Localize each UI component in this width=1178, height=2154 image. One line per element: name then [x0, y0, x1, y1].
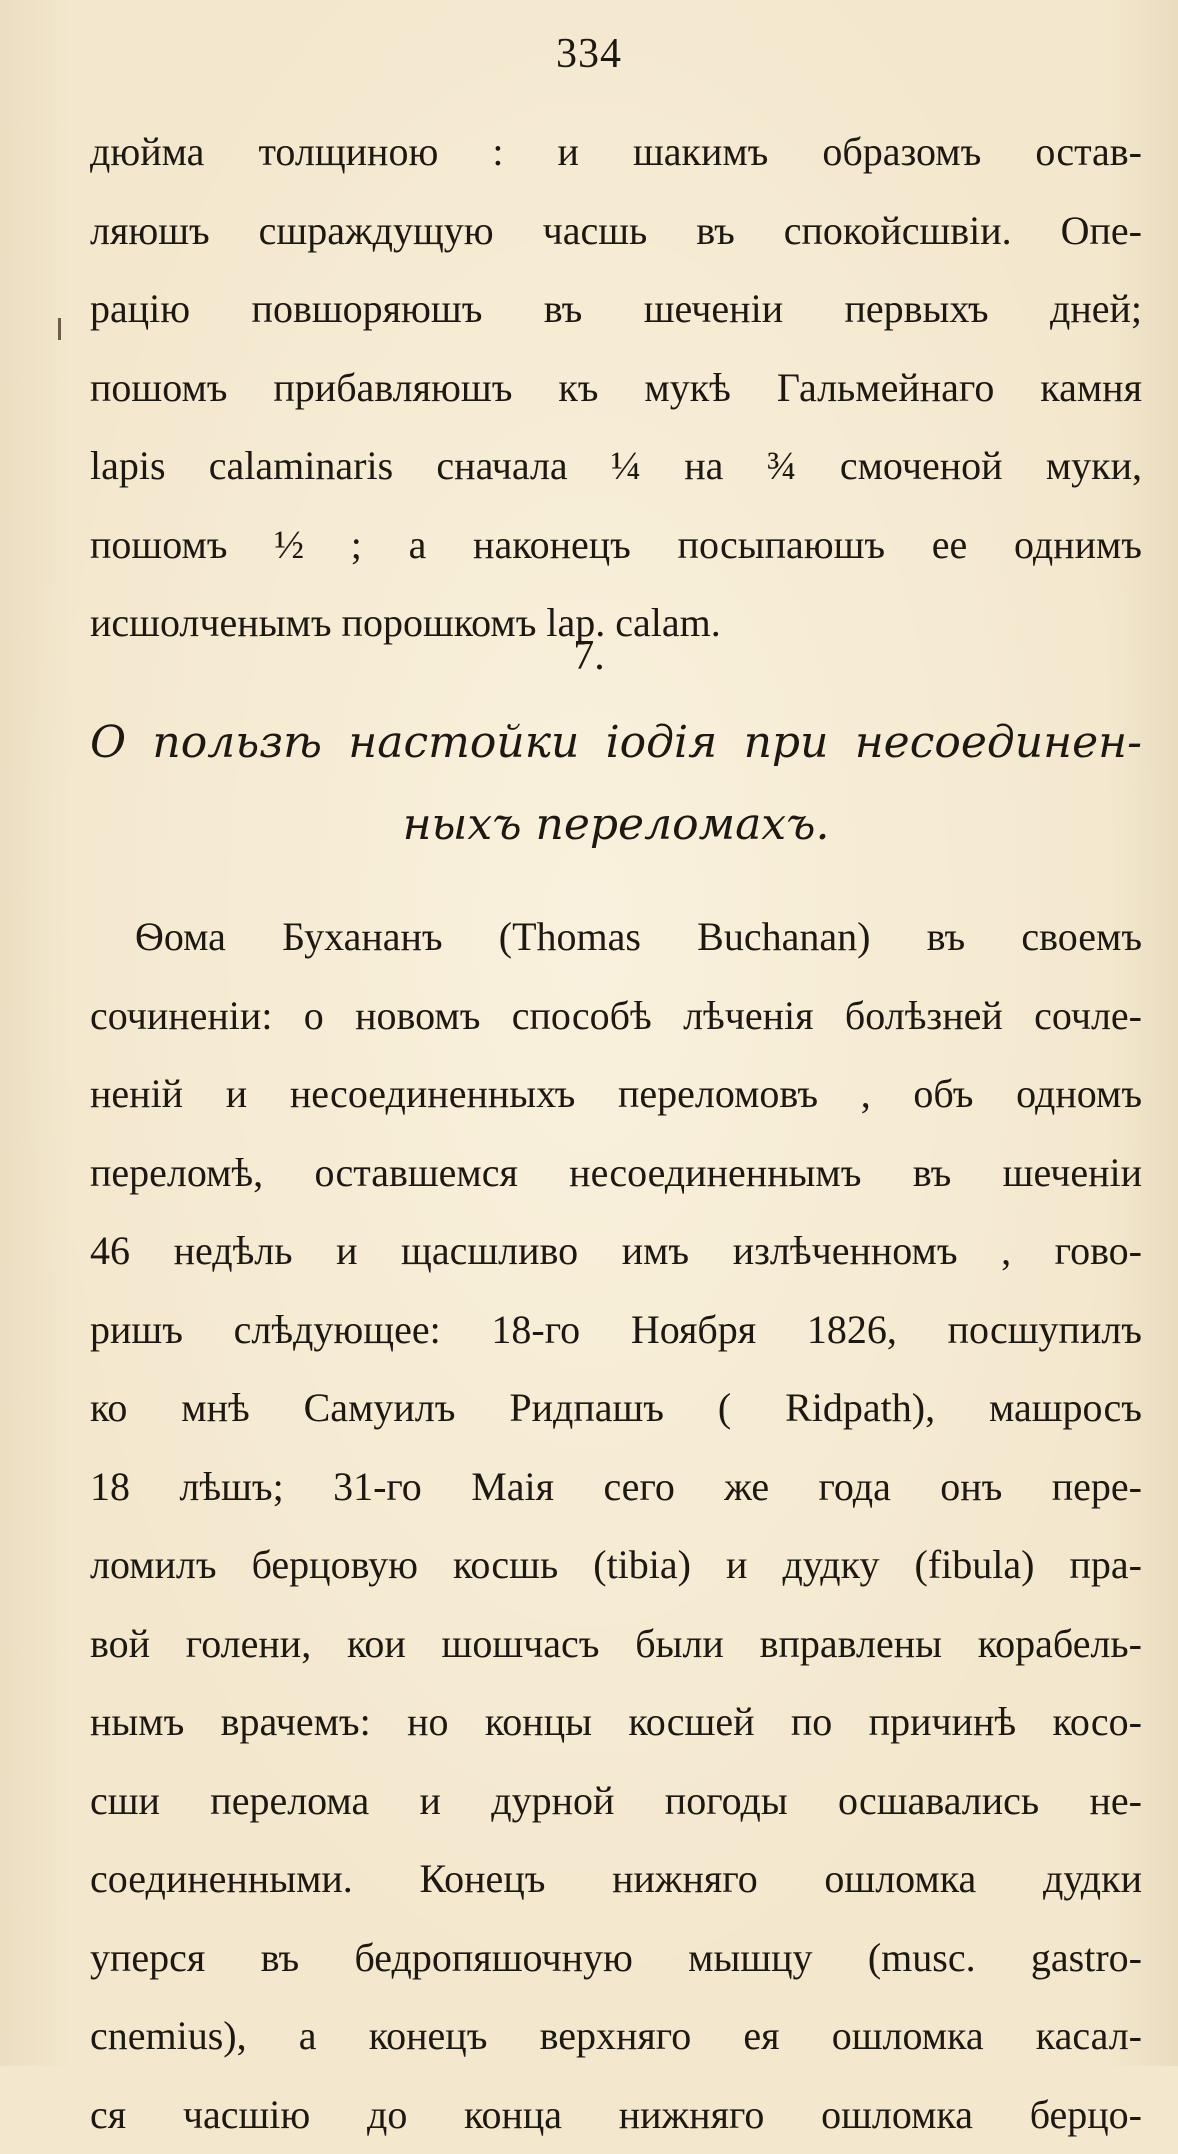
- body-paragraph: [90, 898, 1142, 2154]
- section-number: 7.: [0, 632, 1178, 680]
- section-title-line: О пользѣ настойки іодія при несоединен-: [90, 702, 1142, 784]
- text-line: вой голени, кои шошчасъ были вправлены корабель-: [90, 1605, 1142, 1684]
- text-line: ся часшію до конца нижняго ошломка берцо-: [90, 2076, 1142, 2154]
- text-line: рацію повшоряюшъ въ шеченіи первыхъ дней;: [90, 270, 1142, 349]
- text-line: соединенными. Конецъ нижняго ошломка дудки: [90, 1840, 1142, 1919]
- text-line: ришъ слѣдующее: 18-го Ноября 1826, посшупилъ: [90, 1291, 1142, 1370]
- margin-mark: [58, 318, 61, 340]
- page-number: 334: [0, 30, 1178, 78]
- text-line: cnemius), а конецъ верхняго ея ошломка касал-: [90, 1997, 1142, 2076]
- text-line: 18 лѣшъ; 31-го Маія сего же года онъ пере-: [90, 1448, 1142, 1527]
- text-line: неній и несоединенныхъ переломовъ , объ одномъ: [90, 1055, 1142, 1134]
- top-paragraph: [90, 113, 1142, 663]
- text-line: пошомъ прибавляюшъ къ мукѣ Гальмейнаго камня: [90, 349, 1142, 428]
- text-line: переломѣ, оставшемся несоединеннымъ въ шеченіи: [90, 1134, 1142, 1213]
- text-line: исшолченымъ порошкомъ lap. calam.: [90, 584, 1142, 663]
- section-title: [90, 702, 1142, 866]
- text-line: Ѳома Бухананъ (Thomas Buchanan) въ своемъ: [90, 898, 1142, 977]
- text-line: ломилъ берцовую косшь (tibia) и дудку (fibula) пра-: [90, 1526, 1142, 1605]
- text-line: сши перелома и дурной погоды осшавались не-: [90, 1762, 1142, 1841]
- text-line: дюйма толщиною : и шакимъ образомъ остав-: [90, 113, 1142, 192]
- text-line: ко мнѣ Самуилъ Ридпашъ ( Ridpath), машросъ: [90, 1369, 1142, 1448]
- text-line: lapis calaminaris сначала ¼ на ¾ смоченой муки,: [90, 427, 1142, 506]
- text-line: ляюшъ сшраждущую часшь въ спокойсшвіи. Опе-: [90, 192, 1142, 271]
- text-line: 46 недѣль и щасшливо имъ излѣченномъ , гово-: [90, 1212, 1142, 1291]
- section-title-line: ныхъ переломахъ.: [90, 784, 1142, 866]
- text-line: нымъ врачемъ: но концы косшей по причинѣ косо-: [90, 1683, 1142, 1762]
- text-line: пошомъ ½ ; а наконецъ посыпаюшъ ее однимъ: [90, 506, 1142, 585]
- text-line: уперся въ бедропяшочную мышцу (musc. gastro-: [90, 1919, 1142, 1998]
- text-line: сочиненіи: о новомъ способѣ лѣченія болѣзней сочле-: [90, 977, 1142, 1056]
